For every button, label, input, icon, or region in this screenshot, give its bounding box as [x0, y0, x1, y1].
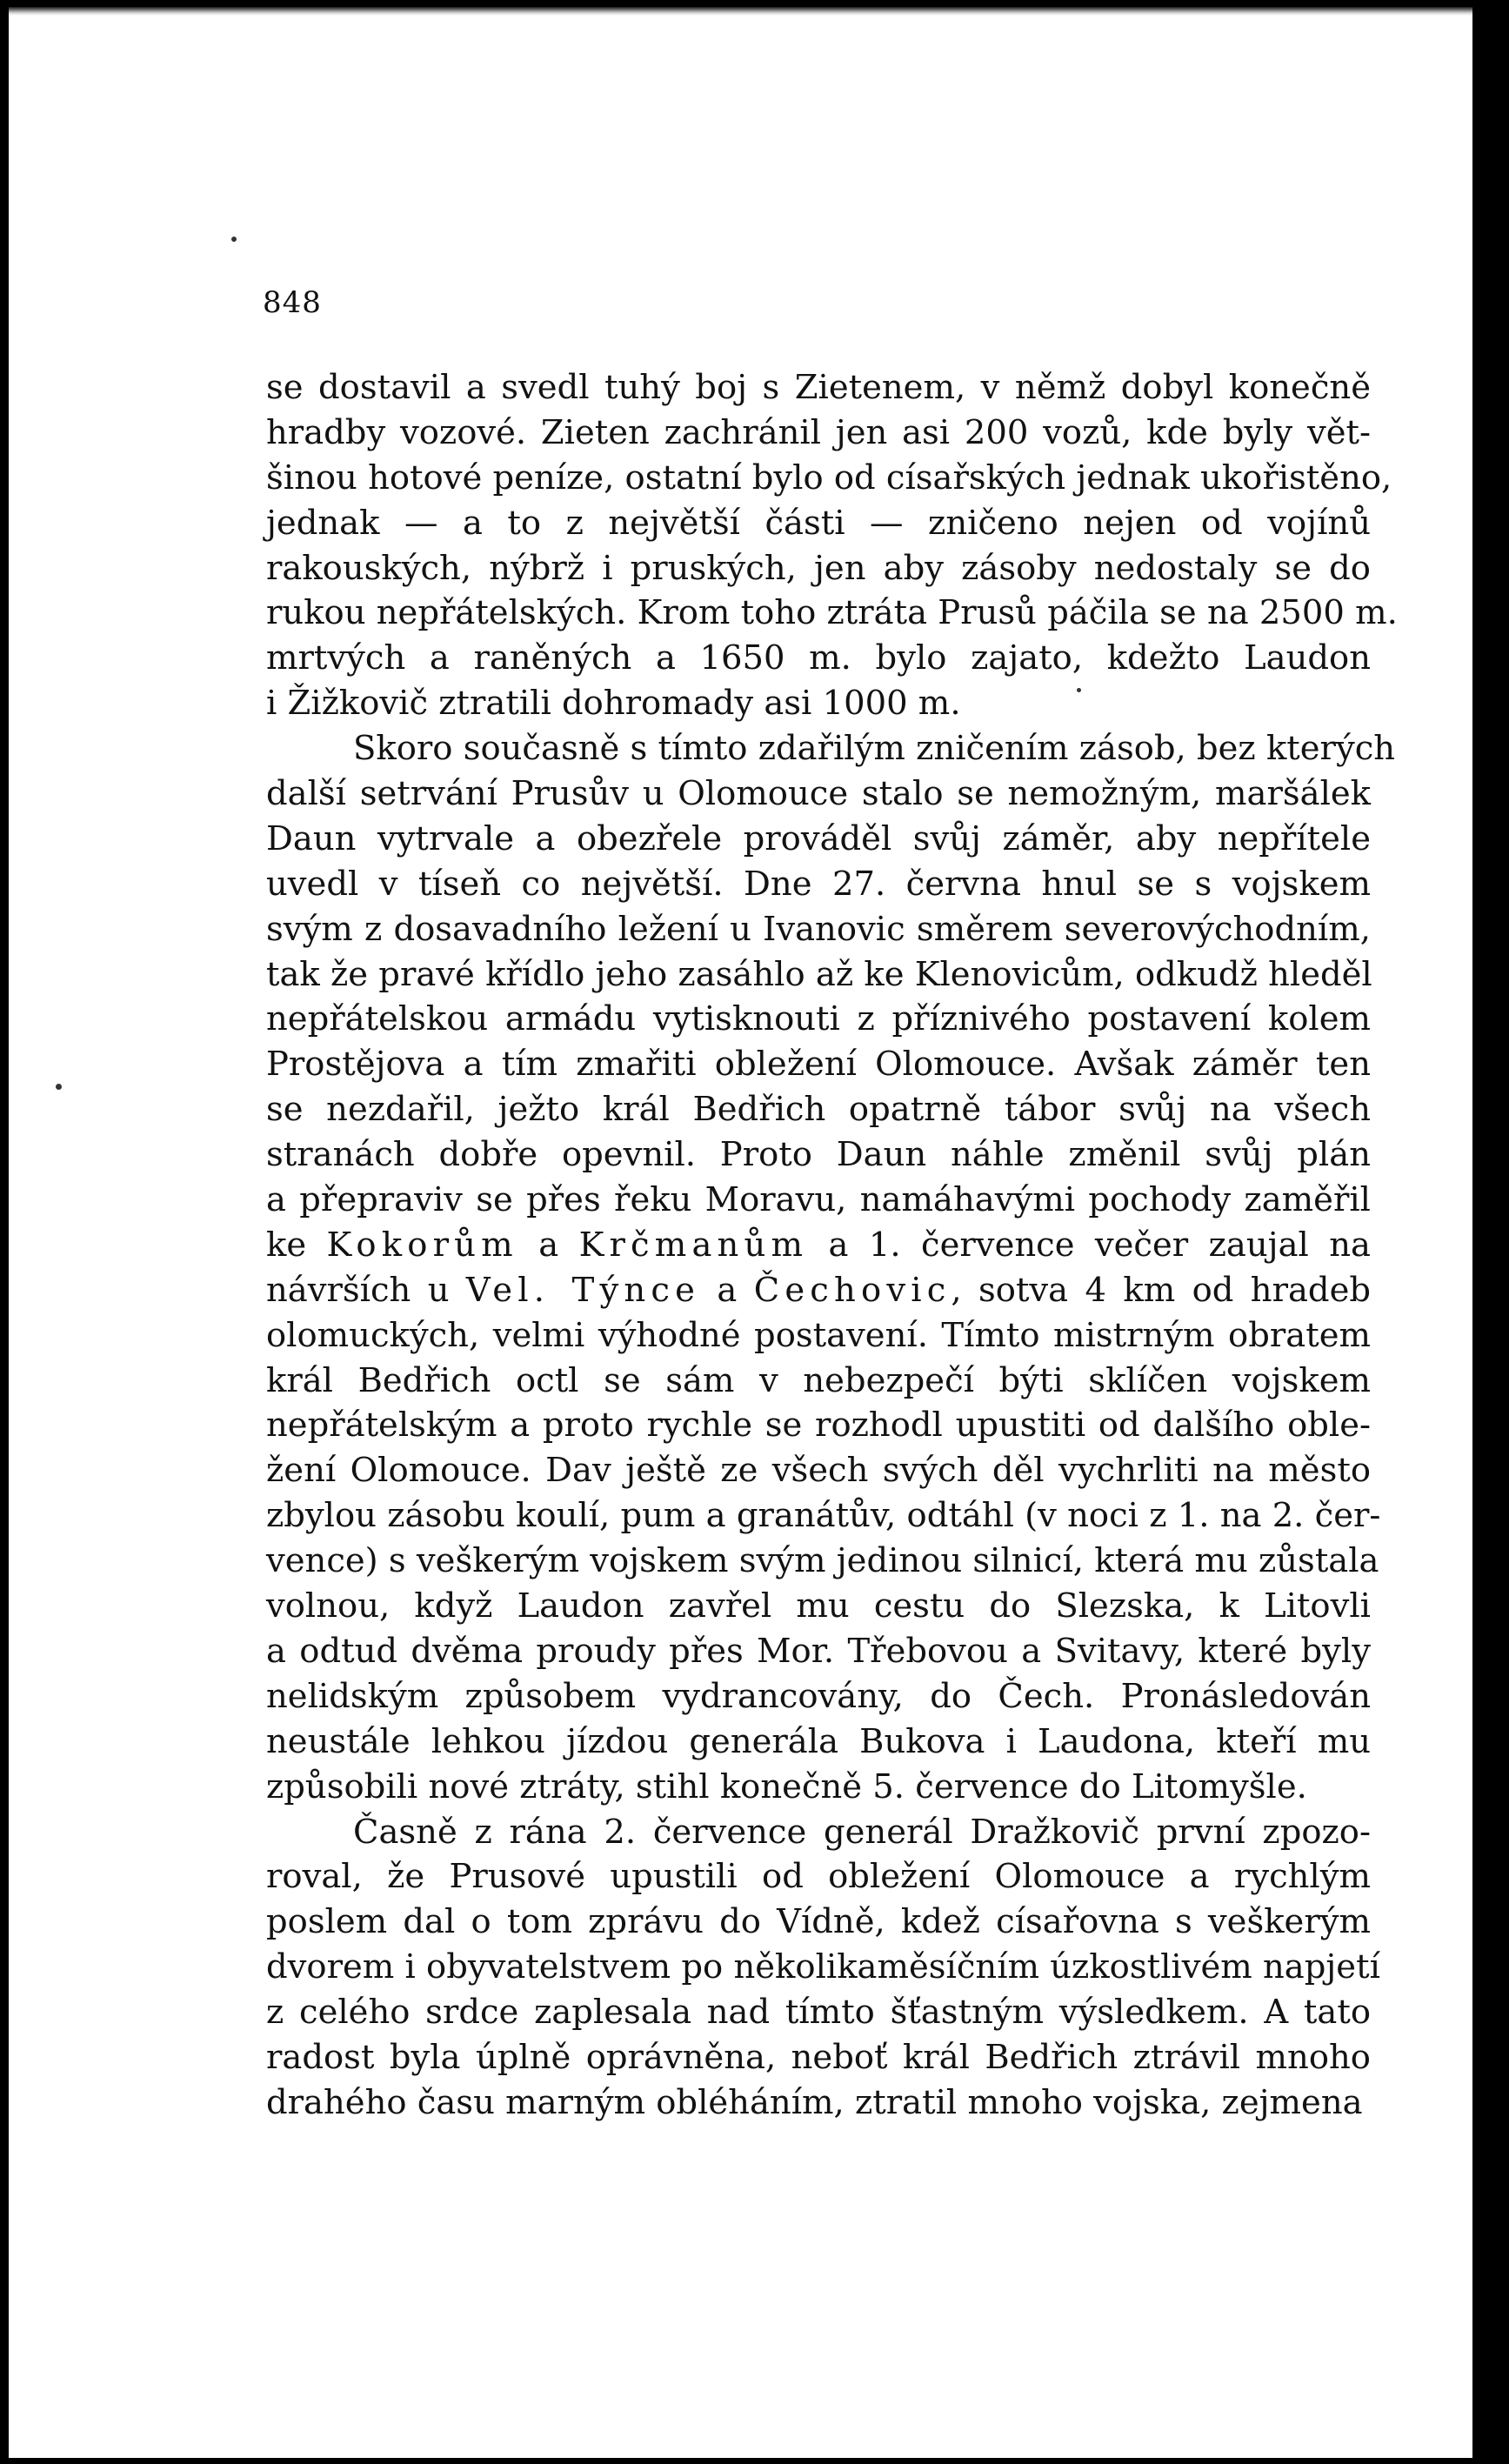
text-line: rakouských, nýbrž i pruských, jen aby zásoby nedostaly se do: [266, 548, 1371, 588]
emphasized-place-name: Krčmanům: [578, 1225, 809, 1265]
text-line: žení Olomouce. Dav ještě ze všech svých děl vychrliti na město: [266, 1451, 1371, 1491]
text-segment: návrších u: [266, 1270, 466, 1310]
speck-mark: [56, 1084, 62, 1090]
text-line: nepřátelskou armádu vytisknouti z příznivého postavení kolem: [266, 999, 1371, 1039]
text-segment: a 1. července večer zaujal na: [808, 1225, 1371, 1265]
page-number: 848: [263, 285, 322, 320]
text-line: svým z dosavadního ležení u Ivanovic směrem severovýchodním,: [266, 909, 1371, 949]
text-line: tak že pravé křídlo jeho zasáhlo až ke Klenovicům, odkudž hleděl: [266, 954, 1372, 994]
text-line: král Bedřich octl se sám v nebezpečí býti sklíčen vojskem: [266, 1360, 1371, 1400]
text-segment: a: [700, 1270, 754, 1310]
text-line: mrtvých a raněných a 1650 m. bylo zajato, kdežto Laudon: [266, 638, 1371, 678]
text-line: drahého času marným obléháním, ztratil mnoho vojska, zejmena: [266, 2082, 1363, 2122]
text-line: roval, že Prusové upustili od obležení Olomouce a rychlým: [266, 1857, 1371, 1897]
text-line: uvedl v tíseň co největší. Dne 27. června hnul se s vojskem: [266, 864, 1371, 904]
text-line: [266, 1268, 1371, 1313]
text-line: olomuckých, velmi výhodné postavení. Tímto mistrným obratem: [266, 1315, 1371, 1355]
speck-mark: [231, 237, 237, 242]
text-segment: ke: [266, 1225, 327, 1265]
text-line: hradby vozové. Zieten zachránil jen asi 200 vozů, kde byly vět-: [266, 412, 1371, 452]
text-line: Prostějova a tím zmařiti obležení Olomouce. Avšak záměr ten: [266, 1045, 1371, 1085]
text-line: a odtud dvěma proudy přes Mor. Třebovou a Svitavy, které byly: [266, 1631, 1371, 1671]
text-line: stranách dobře opevnil. Proto Daun náhle změnil svůj plán: [266, 1135, 1371, 1175]
text-segment: , sotva 4 km od hradeb: [951, 1270, 1372, 1310]
text-line: vence) s veškerým vojskem svým jedinou silnicí, která mu zůstala: [266, 1541, 1379, 1581]
text-line: dvorem i obyvatelstvem po několikaměsíčním úzkostlivém napjetí: [266, 1947, 1380, 1987]
text-line: nepřátelským a proto rychle se rozhodl upustiti od dalšího oble-: [266, 1406, 1371, 1446]
text-line: další setrvání Prusův u Olomouce stalo se nemožným, maršálek: [266, 774, 1371, 814]
text-line: i Žižkovič ztratili dohromady asi 1000 m.: [266, 684, 961, 724]
text-line: rukou nepřátelských. Krom toho ztráta Prusů páčila se na 2500 m.: [266, 593, 1398, 633]
emphasized-place-name: Čechovic: [753, 1270, 951, 1310]
text-line: [266, 1223, 1371, 1268]
text-line: se nezdařil, ježto král Bedřich opatrně tábor svůj na všech: [266, 1090, 1371, 1130]
text-line: šinou hotové peníze, ostatní bylo od císařských jednak ukořistěno,: [266, 457, 1392, 497]
text-segment: a: [517, 1225, 579, 1265]
text-line: zbylou zásobu koulí, pum a granátův, odtáhl (v noci z 1. na 2. čer-: [266, 1496, 1381, 1536]
body-text: [266, 365, 1398, 2126]
text-line: z celého srdce zaplesala nad tímto šťastným výsledkem. A tato: [266, 1993, 1371, 2033]
emphasized-place-name: Vel. Týnce: [465, 1270, 701, 1310]
text-line: Skoro současně s tímto zdařilým zničením zásob, bez kterých: [353, 729, 1396, 769]
text-line: Časně z rána 2. července generál Dražkovič první zpozo-: [353, 1812, 1371, 1852]
book-page: [9, 7, 1472, 2458]
text-line: způsobili nové ztráty, stihl konečně 5. července do Litomyšle.: [266, 1766, 1307, 1806]
text-line: se dostavil a svedl tuhý boj s Zietenem, v němž dobyl konečně: [266, 368, 1371, 407]
text-line: neustále lehkou jízdou generála Bukova i Laudona, kteří mu: [266, 1721, 1371, 1761]
text-line: jednak — a to z největší části — zničeno nejen od vojínů: [266, 503, 1371, 543]
text-line: Daun vytrvale a obezřele prováděl svůj záměr, aby nepřítele: [266, 818, 1371, 858]
text-line: volnou, když Laudon zavřel mu cestu do Slezska, k Litovli: [266, 1586, 1371, 1626]
emphasized-place-name: Kokorům: [326, 1225, 518, 1265]
text-line: poslem dal o tom zprávu do Vídně, kdež císařovna s veškerým: [266, 1902, 1371, 1942]
page-top-edge: [9, 7, 1472, 16]
text-line: nelidským způsobem vydrancovány, do Čech. Pronásledován: [266, 1676, 1371, 1716]
text-line: a přepraviv se přes řeku Moravu, namáhavými pochody zaměřil: [266, 1180, 1371, 1220]
text-line: radost byla úplně oprávněna, neboť král Bedřich ztrávil mnoho: [266, 2037, 1371, 2077]
